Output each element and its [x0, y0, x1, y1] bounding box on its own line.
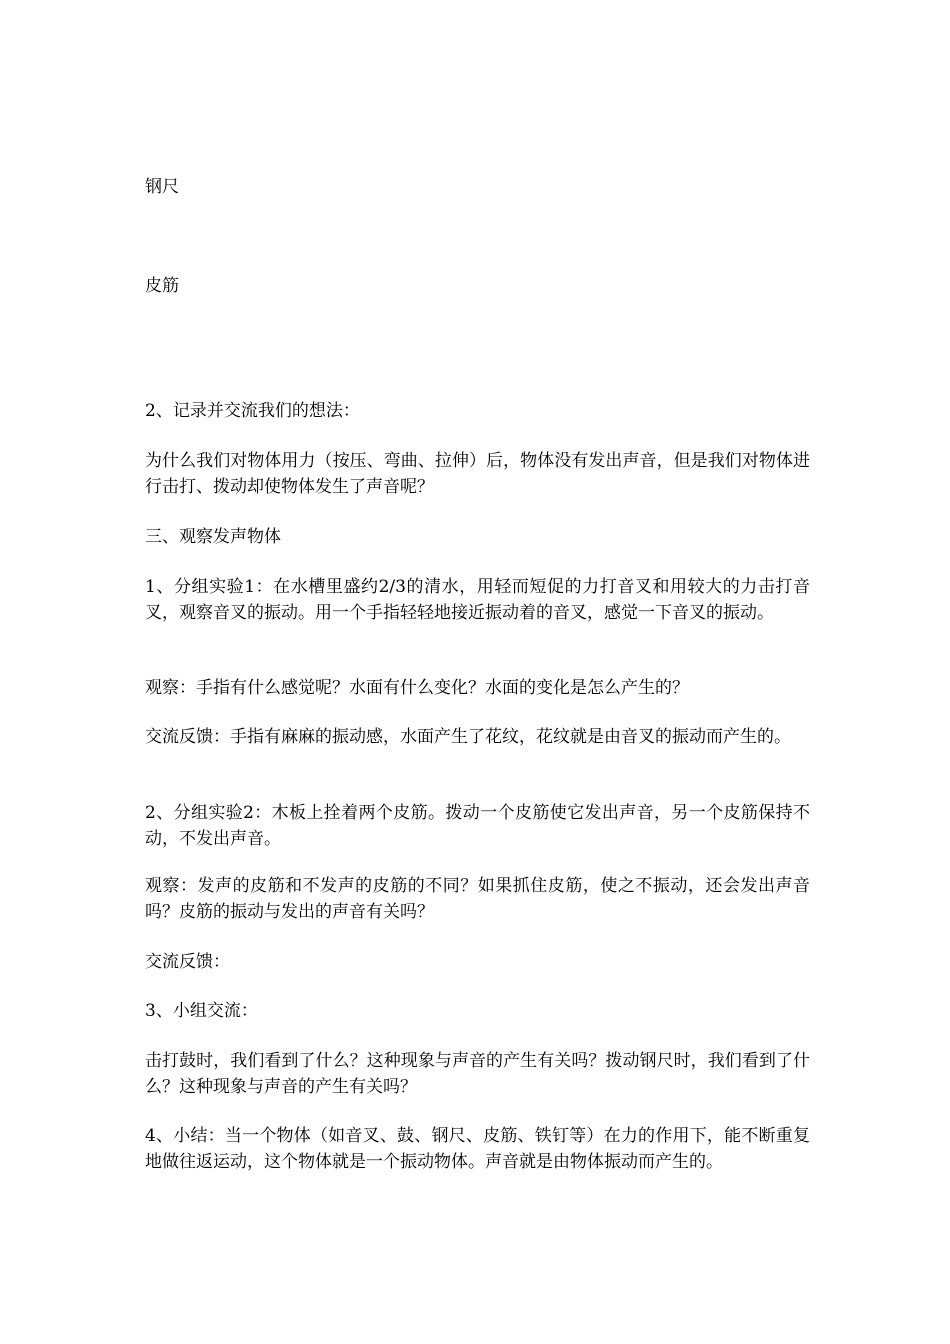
experiment-2-observation: 观察：发声的皮筋和不发声的皮筋的不同？如果抓住皮筋，使之不振动，还会发出声音吗？皮筋的振动与发出的声音有关吗？ [145, 876, 810, 922]
experiment-1-observation: 观察：手指有什么感觉呢？水面有什么变化？水面的变化是怎么产生的？ [145, 678, 689, 698]
section-record-ideas: 2、记录并交流我们的想法： [145, 401, 360, 421]
label-rubber-band: 皮筋 [145, 276, 179, 296]
question-why-sound: 为什么我们对物体用力（按压、弯曲、拉伸）后，物体没有发出声音，但是我们对物体进行击打、拨动却使物体发生了声音呢？ [145, 451, 810, 497]
heading-observe-sounding-objects: 三、观察发声物体 [145, 527, 281, 547]
experiment-1-feedback: 交流反馈：手指有麻麻的振动感，水面产生了花纹，花纹就是由音叉的振动而产生的。 [145, 727, 791, 747]
label-steel-ruler: 钢尺 [145, 177, 179, 197]
experiment-2-feedback: 交流反馈： [145, 952, 230, 972]
section-group-discussion: 3、小组交流： [145, 1001, 258, 1021]
experiment-2-description: 2、分组实验2：木板上拴着两个皮筋。拨动一个皮筋使它发出声音，另一个皮筋保持不动，不发出声音。 [145, 803, 810, 849]
summary-paragraph: 4、小结：当一个物体（如音叉、鼓、钢尺、皮筋、铁钉等）在力的作用下，能不断重复地做往返运动，这个物体就是一个振动物体。声音就是由物体振动而产生的。 [145, 1126, 810, 1172]
discussion-questions: 击打鼓时，我们看到了什么？这种现象与声音的产生有关吗？拨动钢尺时，我们看到了什么？这种现象与声音的产生有关吗？ [145, 1051, 810, 1097]
experiment-1-description: 1、分组实验1：在水槽里盛约2/3的清水，用轻而短促的力打音叉和用较大的力击打音叉，观察音叉的振动。用一个手指轻轻地接近振动着的音叉，感觉一下音叉的振动。 [145, 577, 810, 623]
